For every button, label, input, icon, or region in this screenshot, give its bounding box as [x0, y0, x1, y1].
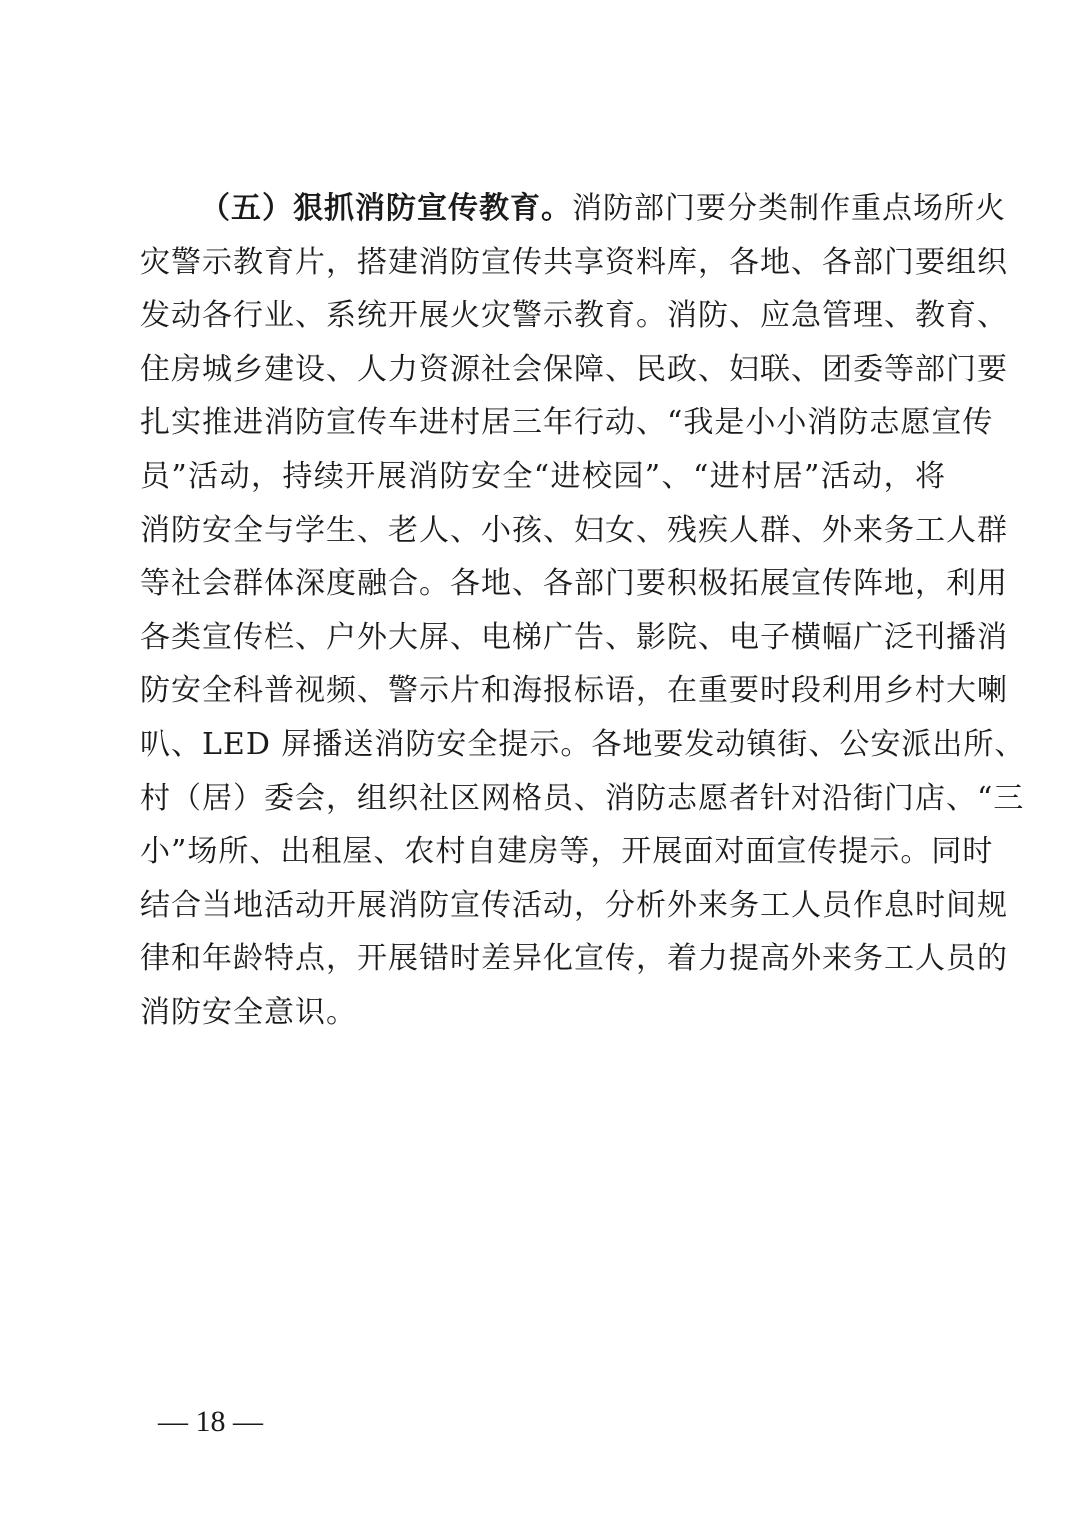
paragraph-line: 防安全科普视频、警示片和海报标语，在重要时段利用乡村大喇	[140, 673, 1008, 709]
paragraph-line: 等社会群体深度融合。各地、各部门要积极拓展宣传阵地，利用	[140, 566, 1008, 602]
page-number: — 18 —	[158, 1405, 263, 1438]
paragraph-line: 住房城乡建设、人力资源社会保障、民政、妇联、团委等部门要	[140, 351, 1008, 387]
paragraph-line: 各类宣传栏、户外大屏、电梯广告、影院、电子横幅广泛刊播消	[140, 619, 1008, 655]
paragraph-line	[140, 182, 1006, 236]
paragraph-line: 村（居）委会，组织社区网格员、消防志愿者针对沿街门店、“三	[140, 780, 1025, 816]
paragraph-line: 发动各行业、系统开展火灾警示教育。消防、应急管理、教育、	[140, 298, 1008, 334]
paragraph-text: 消防部门要分类制作重点场所火	[572, 191, 1006, 226]
paragraph-line: 消防安全与学生、老人、小孩、妇女、残疾人群、外来务工人群	[140, 512, 1008, 548]
paragraph-line: 结合当地活动开展消防宣传活动，分析外来务工人员作息时间规	[140, 887, 1008, 923]
paragraph-line: 消防安全意识。	[140, 994, 357, 1030]
paragraph-line: 小”场所、出租屋、农村自建房等，开展面对面宣传提示。同时	[140, 834, 994, 870]
paragraph-line: 叭、LED 屏播送消防安全提示。各地要发动镇街、公安派出所、	[140, 726, 1026, 762]
section-body	[140, 182, 1026, 1040]
paragraph-line: 员”活动，持续开展消防安全“进校园”、“进村居”活动，将	[140, 458, 946, 494]
section-heading: （五）狠抓消防宣传教育。	[200, 191, 572, 226]
paragraph-line: 律和年龄特点，开展错时差异化宣传，着力提高外来务工人员的	[140, 941, 1008, 977]
paragraph-line: 灾警示教育片，搭建消防宣传共享资料库，各地、各部门要组织	[140, 244, 1008, 280]
paragraph-line: 扎实推进消防宣传车进村居三年行动、“我是小小消防志愿宣传	[140, 405, 994, 441]
